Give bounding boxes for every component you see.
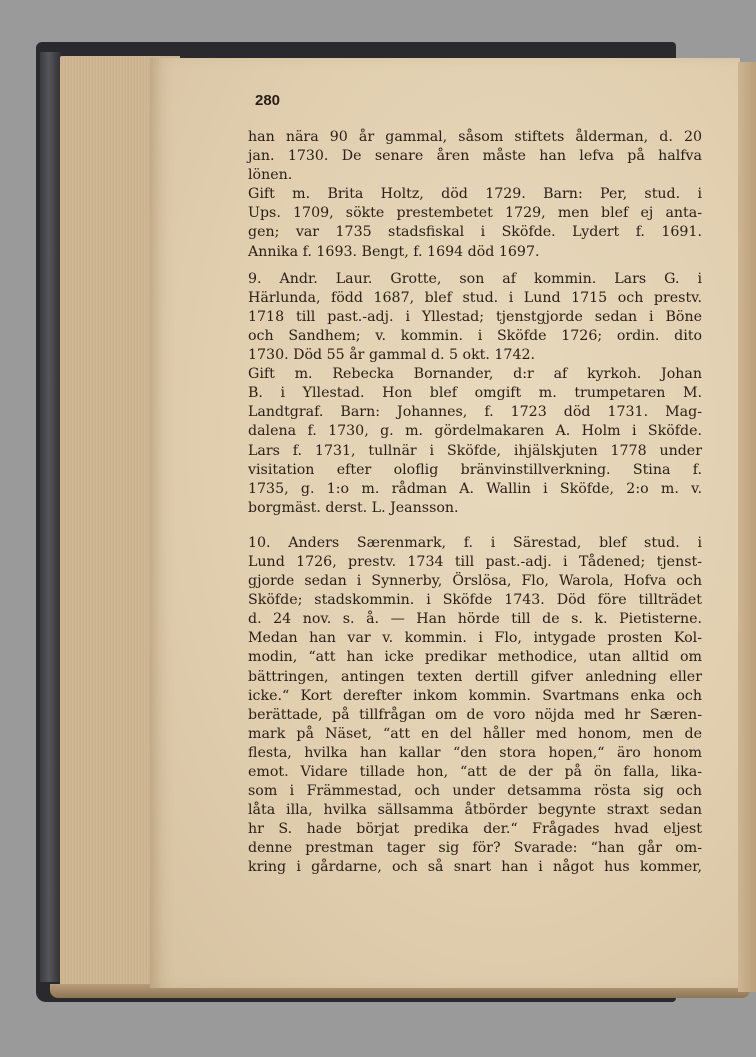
text-line: och Sandhem; v. kommin. i Sköfde 1726; ordin. dito bbox=[248, 327, 702, 344]
text-line: kring i gårdarne, och så snart han i något hus kommer, bbox=[248, 859, 702, 876]
text-line: som i Främmestad, och under detsamma rösta sig och bbox=[248, 783, 702, 800]
text-line: icke.“ Kort derefter inkom kommin. Svartmans enka och bbox=[248, 687, 702, 704]
text-line: låta illa, hvilka sällsamma åtbörder begynte straxt sedan bbox=[248, 802, 702, 819]
text-line: Ups. 1709, sökte prestembetet 1729, men blef ej anta- bbox=[248, 205, 702, 222]
text-line: Annika f. 1693. Bengt, f. 1694 död 1697. bbox=[248, 243, 540, 260]
text-line: flesta, hvilka han kallar “den stora hopen,“ äro honom bbox=[248, 744, 702, 761]
text-line: 1735, g. 1:o m. rådman A. Wallin i Sköfde, 2:o m. v. bbox=[248, 480, 702, 497]
text-line: han nära 90 år gammal, såsom stiftets ålderman, d. 20 bbox=[248, 129, 702, 145]
text-line: Medan han var v. kommin. i Flo, intygade prosten Kol- bbox=[248, 630, 702, 647]
text-line: denne prestman tager sig för? Svarade: “han går om- bbox=[248, 840, 702, 857]
text-line: B. i Yllestad. Hon blef omgift m. trumpetaren M. bbox=[248, 385, 702, 402]
text-line: 9. Andr. Laur. Grotte, son af kommin. Lars G. i bbox=[248, 270, 702, 287]
text-line: modin, “att han icke predikar methodice, utan alltid om bbox=[248, 649, 702, 666]
text-line: Lars f. 1731, tullnär i Sköfde, ihjälskjuten 1778 under bbox=[248, 442, 702, 459]
text-line: 1718 till past.-adj. i Yllestad; tjenstgjorde sedan i Böne bbox=[248, 308, 702, 325]
text-line: mark på Näset, “att en del håller med honom, men de bbox=[248, 725, 702, 742]
book-spine-edge bbox=[40, 52, 62, 982]
page-text bbox=[248, 90, 702, 878]
text-line: Sköfde; stadskommin. i Sköfde 1743. Död före tillträdet bbox=[248, 592, 702, 609]
text-line: borgmäst. derst. L. Jeansson. bbox=[248, 499, 459, 516]
text-line: 1730. Död 55 år gammal d. 5 okt. 1742. bbox=[248, 347, 536, 364]
text-line: jan. 1730. De senare åren måste han lefva på halfva bbox=[248, 148, 702, 165]
text-line: gen; var 1735 stadsfiskal i Sköfde. Lydert f. 1691. bbox=[248, 224, 702, 241]
text-line: 10. Anders Særenmark, f. i Särestad, blef stud. i bbox=[248, 534, 702, 551]
text-line: visitation efter oloflig bränvinstillverkning. Stina f. bbox=[248, 461, 702, 478]
text-line: bättringen, antingen texten dertill gifver anledning eller bbox=[248, 668, 702, 685]
text-line: emot. Vidare tillade hon, “att de der på ön falla, lika- bbox=[248, 764, 702, 780]
text-line: d. 24 nov. s. å. — Han hörde till de s. k. Pietisterne. bbox=[248, 611, 702, 628]
text-line: Landtgraf. Barn: Johannes, f. 1723 död 1731. Mag- bbox=[248, 404, 702, 421]
text-line: dalena f. 1730, g. m. gördelmakaren A. Holm i Sköfde. bbox=[248, 423, 702, 440]
text-line: Gift m. Rebecka Bornander, d:r af kyrkoh. Johan bbox=[248, 366, 702, 383]
text-line: Härlunda, född 1687, blef stud. i Lund 1715 och prestv. bbox=[248, 289, 702, 306]
page-number: 280 bbox=[255, 92, 281, 109]
text-line: Lund 1726, prestv. 1734 till past.-adj. i Tådened; tjenst- bbox=[248, 553, 702, 570]
text-line: lönen. bbox=[248, 167, 293, 184]
text-line: hr S. hade börjat predika der.“ Frågades hvad eljest bbox=[248, 821, 702, 838]
text-line: Gift m. Brita Holtz, död 1729. Barn: Per, stud. i bbox=[248, 186, 702, 203]
text-line: berättade, på tillfrågan om de voro nöjda med hr Særen- bbox=[248, 706, 702, 723]
next-page-edge bbox=[738, 62, 756, 992]
text-line: gjorde sedan i Synnerby, Örslösa, Flo, Warola, Hofva och bbox=[248, 573, 702, 590]
